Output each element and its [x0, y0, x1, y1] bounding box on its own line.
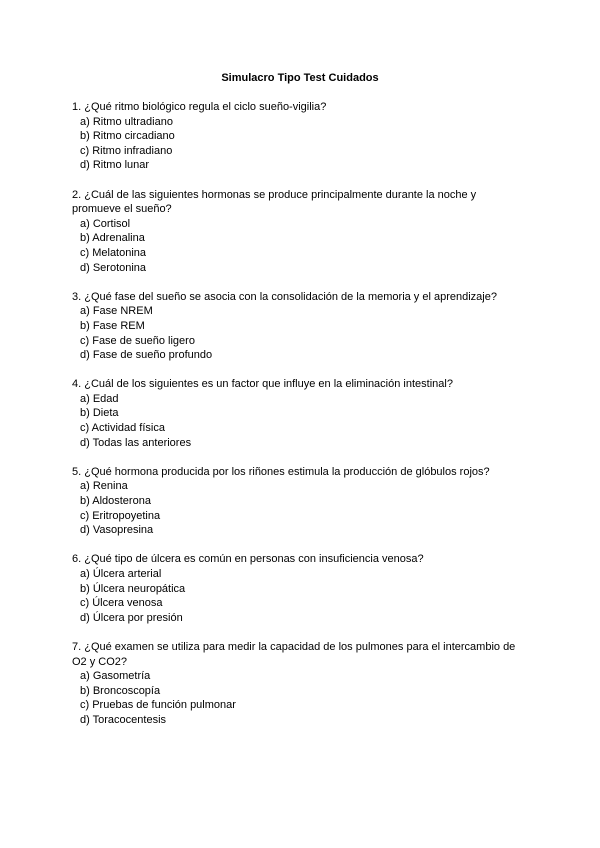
question-text: 3. ¿Qué fase del sueño se asocia con la consolidación de la memoria y el aprendizaje?	[72, 290, 497, 303]
answer-option: a) Gasometría	[80, 670, 151, 683]
answer-option: d) Todas las anteriores	[80, 436, 192, 449]
question-text: 7. ¿Qué examen se utiliza para medir la capacidad de los pulmones para el intercambio de O2 y CO2?	[72, 640, 516, 668]
answer-option: c) Melatonina	[80, 246, 147, 259]
answer-option: c) Fase de sueño ligero	[80, 334, 195, 347]
question-text: 4. ¿Cuál de los siguientes es un factor que influye en la eliminación intestinal?	[72, 378, 453, 391]
question-6	[72, 552, 526, 625]
answer-option: b) Úlcera neuropática	[80, 582, 186, 595]
answer-option: b) Adrenalina	[80, 232, 145, 245]
answer-option: c) Eritropoyetina	[80, 509, 161, 522]
question-text: 6. ¿Qué tipo de úlcera es común en personas con insuficiencia venosa?	[72, 553, 424, 566]
document-title: Simulacro Tipo Test Cuidados	[221, 72, 379, 84]
answer-option: a) Renina	[80, 480, 128, 493]
question-text: 5. ¿Qué hormona producida por los riñones estimula la producción de glóbulos rojos?	[72, 465, 490, 478]
answer-option: d) Toracocentesis	[80, 713, 167, 726]
question-1	[72, 100, 526, 173]
answer-option: a) Cortisol	[80, 217, 131, 230]
answer-option: b) Broncoscopía	[80, 684, 161, 697]
question-text: 1. ¿Qué ritmo biológico regula el ciclo sueño-vigilia?	[72, 101, 327, 113]
answer-option: d) Fase de sueño profundo	[80, 349, 213, 362]
question-3	[72, 290, 526, 363]
answer-option: a) Úlcera arterial	[80, 568, 162, 580]
answer-option: d) Ritmo lunar	[80, 159, 150, 172]
question-2	[72, 188, 526, 276]
answer-option: b) Fase REM	[80, 319, 145, 332]
question-4	[72, 377, 526, 450]
question-7	[72, 640, 526, 728]
answer-option: c) Úlcera venosa	[80, 597, 163, 610]
answer-option: d) Vasopresina	[80, 524, 154, 537]
question-text: 2. ¿Cuál de las siguientes hormonas se produce principalmente durante la noche y promueve el sueño?	[72, 188, 477, 216]
question-5	[72, 465, 526, 538]
answer-option: b) Dieta	[80, 407, 119, 420]
answer-option: b) Ritmo circadiano	[80, 130, 175, 143]
question-list	[72, 100, 526, 742]
answer-option: c) Pruebas de función pulmonar	[80, 699, 236, 712]
answer-option: c) Ritmo infradiano	[80, 144, 173, 157]
answer-option: d) Serotonina	[80, 261, 147, 274]
answer-option: b) Aldosterona	[80, 495, 151, 508]
answer-option: a) Ritmo ultradiano	[80, 115, 173, 128]
answer-option: a) Fase NREM	[80, 305, 153, 318]
answer-option: d) Úlcera por presión	[80, 611, 183, 624]
answer-option: a) Edad	[80, 392, 119, 405]
answer-option: c) Actividad física	[80, 422, 165, 435]
